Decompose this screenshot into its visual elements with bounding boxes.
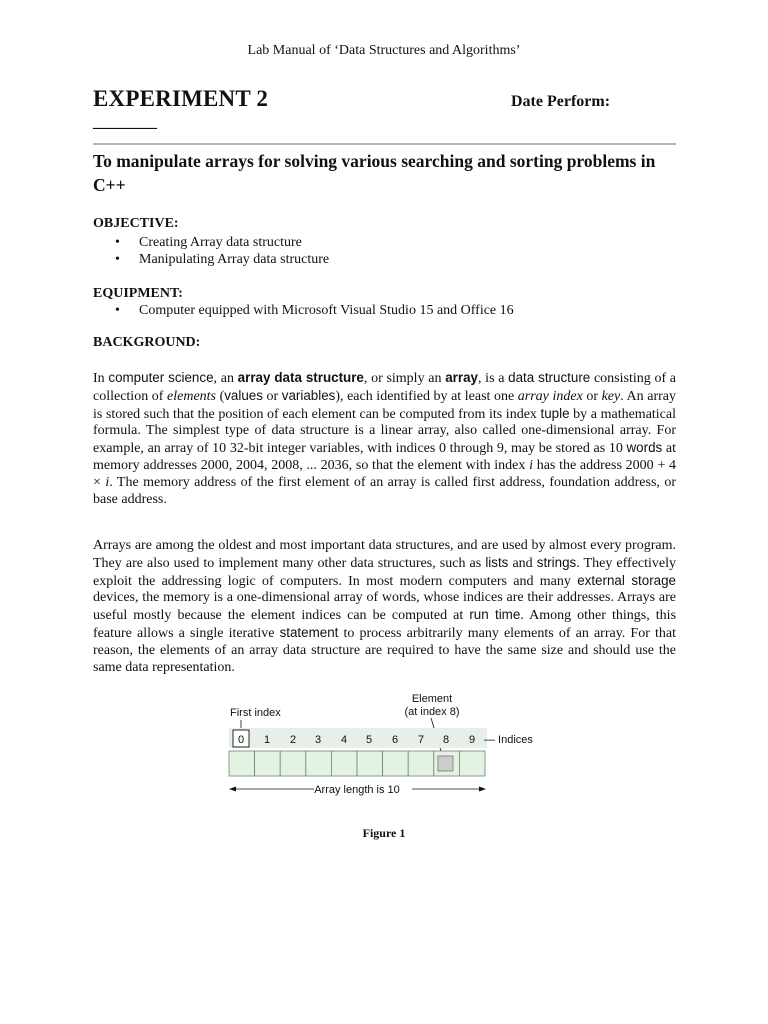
element-label: Element <box>411 693 453 705</box>
text-run: at memory addresses 2000, 2004, 2008, ... 2036, so that the element with index <box>93 441 676 473</box>
text-run: . Among other things, this feature allows a single iterative <box>93 608 677 641</box>
term-data-structure: data structure <box>508 370 591 385</box>
background-heading: BACKGROUND: <box>93 335 201 350</box>
term-lists: lists <box>485 554 509 570</box>
array-diagram <box>226 688 556 798</box>
text-run: , an <box>213 371 238 386</box>
term-array-index: array index <box>517 388 583 404</box>
term-array-data-structure: array data structure <box>237 370 364 385</box>
array-cell <box>357 751 383 776</box>
text-run: has the address 2000 + 4 × <box>93 457 676 490</box>
array-cell <box>229 751 255 776</box>
index-label: 7 <box>417 734 425 746</box>
term-computer-science: computer science <box>108 370 214 385</box>
date-perform-label: Date Perform: <box>511 93 611 110</box>
highlighted-element <box>438 756 453 771</box>
term-statement: statement <box>279 624 339 640</box>
index-label: 9 <box>468 734 476 746</box>
array-cells <box>229 751 485 776</box>
element-index-label: (at index 8) <box>404 706 460 718</box>
term-external-storage: external storage <box>577 572 677 588</box>
arrow-right-icon <box>479 787 486 792</box>
array-cell <box>306 751 332 776</box>
text-run: devices, the memory is a one-dimensional array of words, whose indices are their addresses. Arrays are useful mostly because the element indices can be computed at <box>93 590 676 624</box>
index-label: 2 <box>289 734 297 746</box>
var-i: i <box>105 474 110 490</box>
text-run: , is a <box>477 371 509 386</box>
objective-item-text: Creating Array data structure <box>139 235 302 250</box>
term-variables: variables <box>281 387 336 403</box>
text-run: In <box>93 371 109 386</box>
index-label: 4 <box>340 734 348 746</box>
text-run: and <box>508 555 537 571</box>
text-run: . They effectively exploit the addressing logic of computers. In most modern computers and many <box>93 555 676 589</box>
array-cell <box>255 751 281 776</box>
array-cell <box>459 751 485 776</box>
term-run-time: run time <box>469 607 521 623</box>
text-run: . The memory address of the first element of an array is called first address, foundation address, or base address. <box>93 474 676 507</box>
text-run: , or simply an <box>363 371 446 386</box>
term-array: array <box>445 370 478 385</box>
term-elements: elements <box>167 388 216 404</box>
text-run: by a mathematical formula. The simplest type of data structure is a linear array, also called one-dimensional array. For example, an array of 10 32-bit integer variables, with indices 0 through 9, may be stored as 10 <box>93 406 676 457</box>
indices-label: — Indices <box>484 734 533 746</box>
bullet-icon: • <box>115 252 120 267</box>
term-words: words <box>626 440 663 456</box>
equipment-heading: EQUIPMENT: <box>93 286 183 301</box>
array-cell <box>383 751 409 776</box>
running-header: Lab Manual of ‘Data Structures and Algorithms’ <box>247 43 521 58</box>
array-length-label: Array length is 10 <box>314 784 400 796</box>
objective-item <box>115 252 329 268</box>
term-strings: strings <box>536 554 577 570</box>
arrow-left-icon <box>229 787 236 792</box>
equipment-item <box>115 303 514 319</box>
background-paragraph-1 <box>93 370 676 508</box>
bullet-icon: • <box>115 303 120 318</box>
experiment-title: EXPERIMENT 2 <box>93 86 269 111</box>
array-cell <box>280 751 306 776</box>
term-tuple: tuple <box>540 405 570 421</box>
first-index-label: First index <box>230 707 281 719</box>
index-label: 6 <box>391 734 399 746</box>
index-label: 5 <box>365 734 373 746</box>
array-cell <box>408 751 434 776</box>
experiment-aim: To manipulate arrays for solving various searching and sorting problems in C++ <box>93 151 656 195</box>
var-i: i <box>529 457 533 473</box>
index-label: 3 <box>314 734 322 746</box>
index-label: 8 <box>442 734 450 746</box>
term-values: values <box>224 387 263 403</box>
objective-item <box>115 235 302 251</box>
array-cell <box>331 751 357 776</box>
text-run: ( <box>216 388 225 404</box>
text-run: or <box>262 388 282 404</box>
index-label: 1 <box>263 734 271 746</box>
index-label: 0 <box>237 734 245 746</box>
objective-heading: OBJECTIVE: <box>93 216 179 231</box>
text-run: consisting of a collection of <box>93 371 677 404</box>
date-blank-line: ________ <box>93 114 157 131</box>
bullet-icon: • <box>115 235 120 250</box>
text-run: ), each identified by at least one <box>335 388 518 404</box>
title-rule <box>93 143 676 145</box>
text-run: or <box>582 388 602 404</box>
figure-caption: Figure 1 <box>362 826 406 840</box>
equipment-item-text: Computer equipped with Microsoft Visual Studio 15 and Office 16 <box>139 303 514 318</box>
text-run: Arrays are among the oldest and most important data structures, and are used by almost every program. They are also used to implement many other data structures, such as <box>93 538 676 571</box>
text-run: . An array is stored such that the position of each element can be computed from its index <box>93 388 676 422</box>
text-run: to process arbitrarily many elements of an array. For that reason, the elements of an array data structure are required to have the same size and should use the same data representation. <box>93 625 676 675</box>
objective-item-text: Manipulating Array data structure <box>139 252 330 267</box>
background-paragraph-2 <box>93 538 676 676</box>
term-key: key <box>601 388 621 404</box>
